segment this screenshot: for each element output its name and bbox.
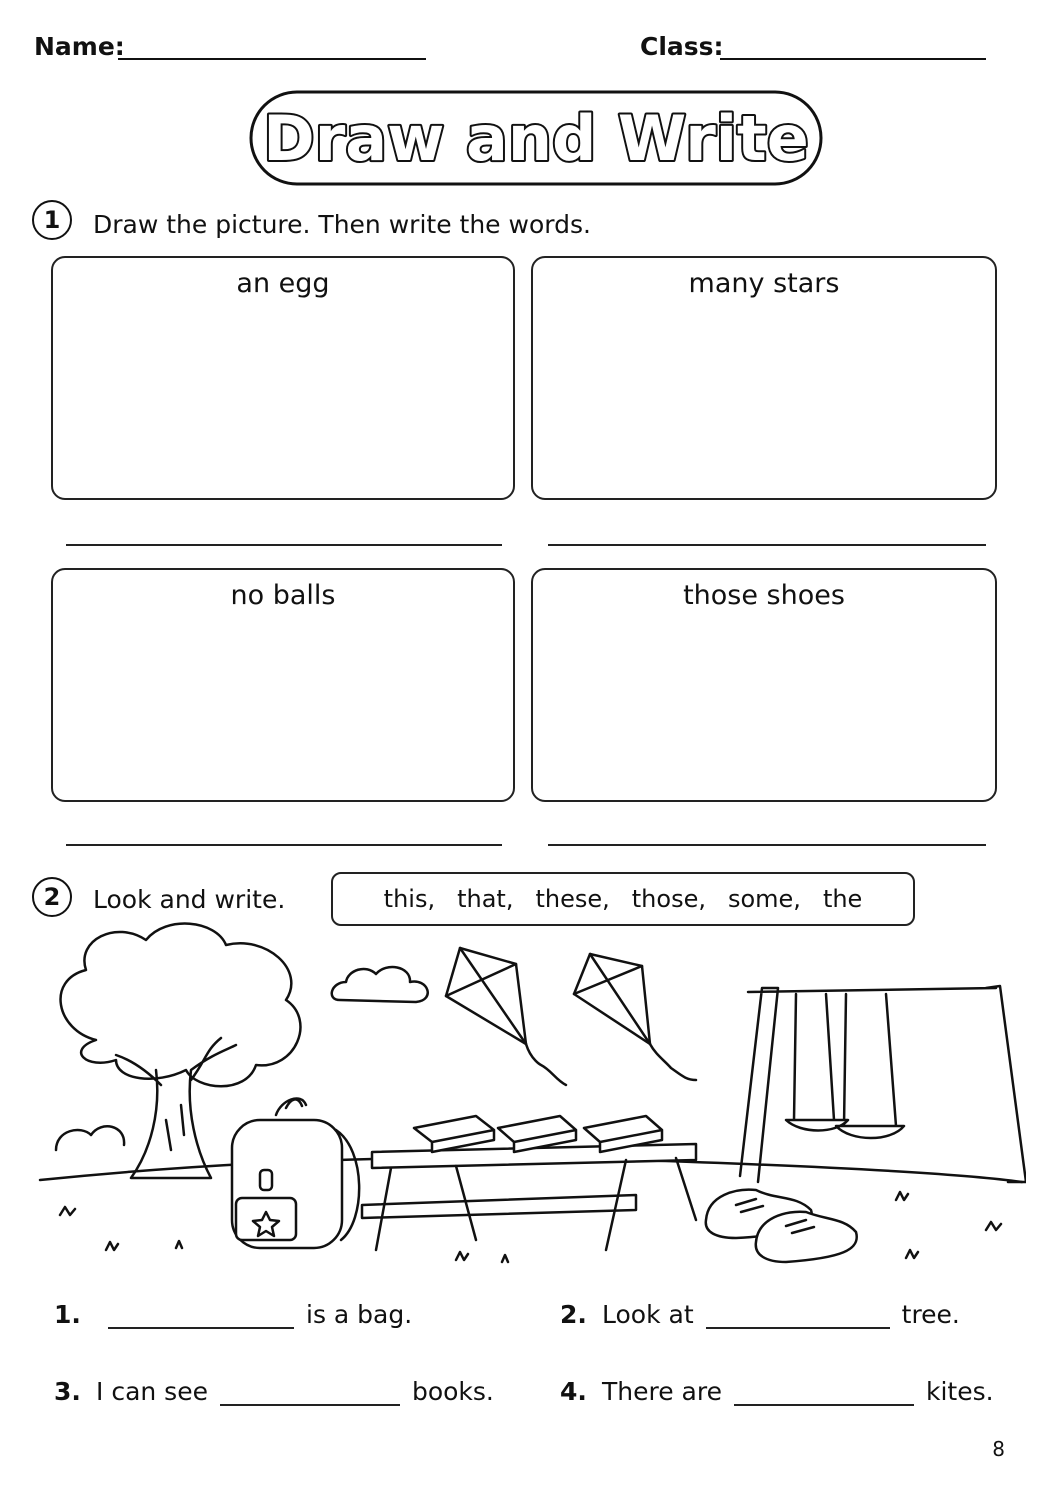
answer-blank[interactable] [706,1303,890,1329]
box-label: an egg [236,268,330,299]
word-bank-item: these, [535,885,610,913]
word-bank-item: this, [383,885,436,913]
section1-instruction: Draw the picture. Then write the words. [93,210,591,239]
sentence-1 [54,1300,412,1329]
sentence-2 [560,1300,960,1329]
section2-number: 2 [32,877,72,917]
swing-set-icon [740,986,1026,1182]
sentence-number: 3. [54,1377,81,1406]
sentence-number: 4. [560,1377,587,1406]
sentence-number: 1. [54,1300,81,1329]
class-label: Class: [640,32,724,61]
word-bank-item: some, [727,885,801,913]
park-scene-illustration [36,920,1026,1280]
sentence-after: is a bag. [306,1300,413,1329]
answer-blank[interactable] [108,1303,294,1329]
picnic-table-icon [362,1116,696,1250]
sentence-before: Look at [602,1300,694,1329]
drawing-box-balls[interactable] [51,568,515,802]
write-line[interactable] [66,844,502,846]
sentence-number: 2. [560,1300,587,1329]
page-number: 8 [992,1437,1005,1461]
box-label: those shoes [683,580,845,611]
answer-blank[interactable] [220,1380,400,1406]
word-bank [331,872,915,926]
sneakers-icon [706,1190,857,1262]
sentence-before: There are [602,1377,722,1406]
name-label: Name: [34,32,125,61]
answer-blank[interactable] [734,1380,914,1406]
cloud-icon [332,967,428,1002]
write-line[interactable] [548,544,986,546]
write-line[interactable] [548,844,986,846]
kite-icon [446,948,566,1085]
kite-icon [574,954,696,1080]
page-title [247,88,825,188]
title-text: Draw and Write [263,102,809,175]
section2-instruction: Look and write. [93,885,286,914]
word-bank-item: that, [457,885,514,913]
drawing-box-shoes[interactable] [531,568,997,802]
sentence-after: books. [411,1377,494,1406]
drawing-box-egg[interactable] [51,256,515,500]
box-label: many stars [688,268,840,299]
name-field[interactable] [118,58,426,60]
class-field[interactable] [720,58,986,60]
sentence-after: kites. [925,1377,994,1406]
sentence-after: tree. [901,1300,960,1329]
section1-number: 1 [32,200,72,240]
sentence-4 [560,1377,994,1406]
write-line[interactable] [66,544,502,546]
book-icon [414,1116,494,1152]
drawing-box-stars[interactable] [531,256,997,500]
box-label: no balls [230,580,336,611]
backpack-icon [232,1098,359,1248]
word-bank-item: the [822,885,863,913]
word-bank-item: those, [631,885,706,913]
sentence-before: I can see [96,1377,208,1406]
sentence-3 [54,1377,494,1406]
